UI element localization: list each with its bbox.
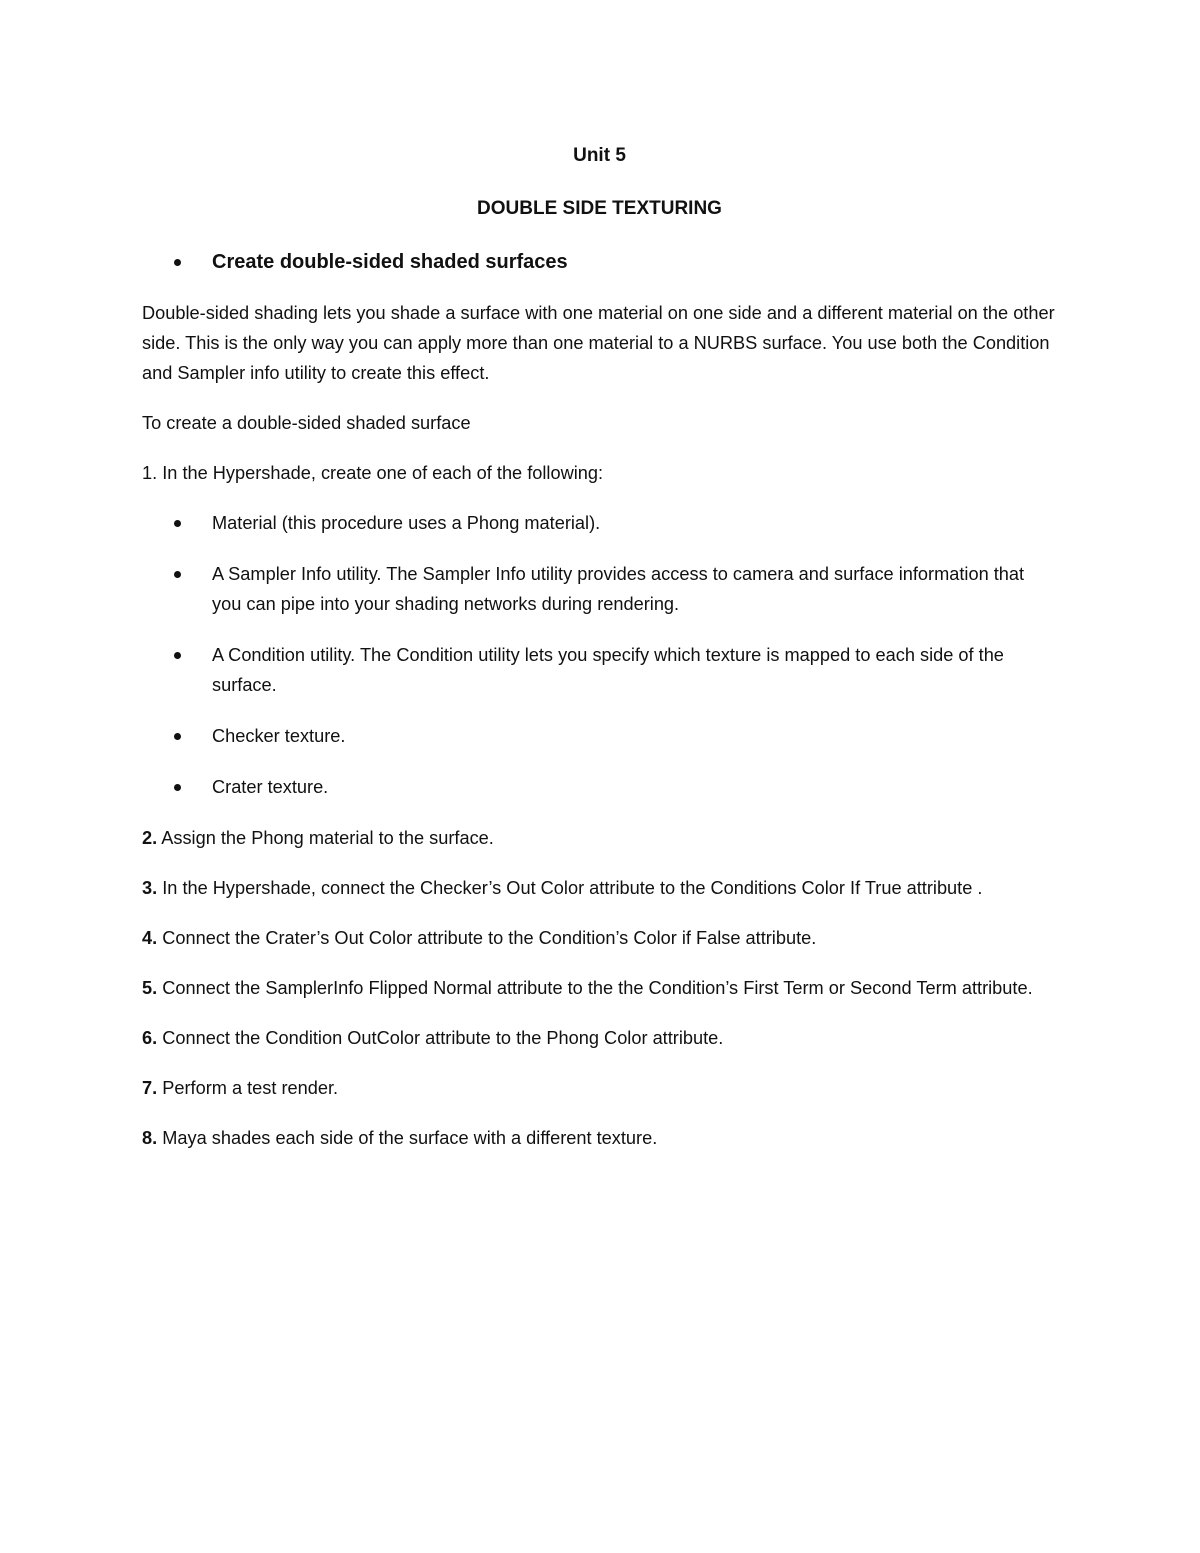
step-text: Maya shades each side of the surface with a different texture. xyxy=(157,1128,658,1148)
section-heading-text: Create double-sided shaded surfaces xyxy=(212,251,568,273)
step-text: Connect the SamplerInfo Flipped Normal attribute to the the Condition’s First Term or Second Term attribute. xyxy=(157,978,1033,998)
sub-item-3 xyxy=(142,640,1057,700)
sub-item-text: Crater texture. xyxy=(212,777,329,797)
step-number: 4. xyxy=(142,928,158,948)
step-1 xyxy=(142,458,1057,488)
step-8 xyxy=(142,1123,1057,1153)
step-text: In the Hypershade, connect the Checker’s Out Color attribute to the Conditions Color If True attribute . xyxy=(157,878,983,898)
step-3 xyxy=(142,873,1057,903)
step-number: 1. xyxy=(142,463,158,483)
step-number: 8. xyxy=(142,1128,158,1148)
step-text: Perform a test render. xyxy=(157,1078,339,1098)
step-5 xyxy=(142,973,1057,1003)
step-7 xyxy=(142,1073,1057,1103)
step-6 xyxy=(142,1023,1057,1053)
sub-item-text: A Sampler Info utility. The Sampler Info utility provides access to camera and surface information that you can pipe into your shading networks during rendering. xyxy=(212,564,1025,614)
procedure-title: To create a double-sided shaded surface xyxy=(142,413,471,433)
sub-item-text: A Condition utility. The Condition utility lets you specify which texture is mapped to each side of the surface. xyxy=(212,645,1004,695)
bullet-icon xyxy=(174,784,181,791)
step-2 xyxy=(142,823,1057,853)
step-number: 7. xyxy=(142,1078,158,1098)
sub-item-text: Material (this procedure uses a Phong material). xyxy=(212,513,601,533)
sub-item-1 xyxy=(142,508,1057,538)
intro-paragraph: Double-sided shading lets you shade a surface with one material on one side and a different material on the other side. This is the only way you can apply more than one material to a NURBS surface. You use both the Condition and Sampler info utility to create this effect. xyxy=(142,303,1055,383)
sub-item-4 xyxy=(142,721,1057,751)
document-body xyxy=(142,141,1057,1173)
sub-item-2 xyxy=(142,559,1057,619)
sub-item-5 xyxy=(142,772,1057,802)
bullet-icon xyxy=(174,733,181,740)
step-text: In the Hypershade, create one of each of the following: xyxy=(157,463,604,483)
bullet-icon xyxy=(174,652,181,659)
unit-label: Unit 5 xyxy=(573,145,626,166)
bullet-icon xyxy=(174,259,181,266)
step-text: Connect the Condition OutColor attribute to the Phong Color attribute. xyxy=(157,1028,724,1048)
step-text: Connect the Crater’s Out Color attribute to the Condition’s Color if False attribute. xyxy=(157,928,817,948)
bullet-icon xyxy=(174,520,181,527)
step-4 xyxy=(142,923,1057,953)
step-number: 2. xyxy=(142,828,158,848)
step-text: Assign the Phong material to the surface. xyxy=(157,828,494,848)
step-number: 3. xyxy=(142,878,158,898)
step-number: 6. xyxy=(142,1028,158,1048)
document-title: DOUBLE SIDE TEXTURING xyxy=(477,198,722,219)
sub-item-text: Checker texture. xyxy=(212,726,346,746)
section-heading xyxy=(142,247,1057,277)
step-number: 5. xyxy=(142,978,158,998)
bullet-icon xyxy=(174,571,181,578)
